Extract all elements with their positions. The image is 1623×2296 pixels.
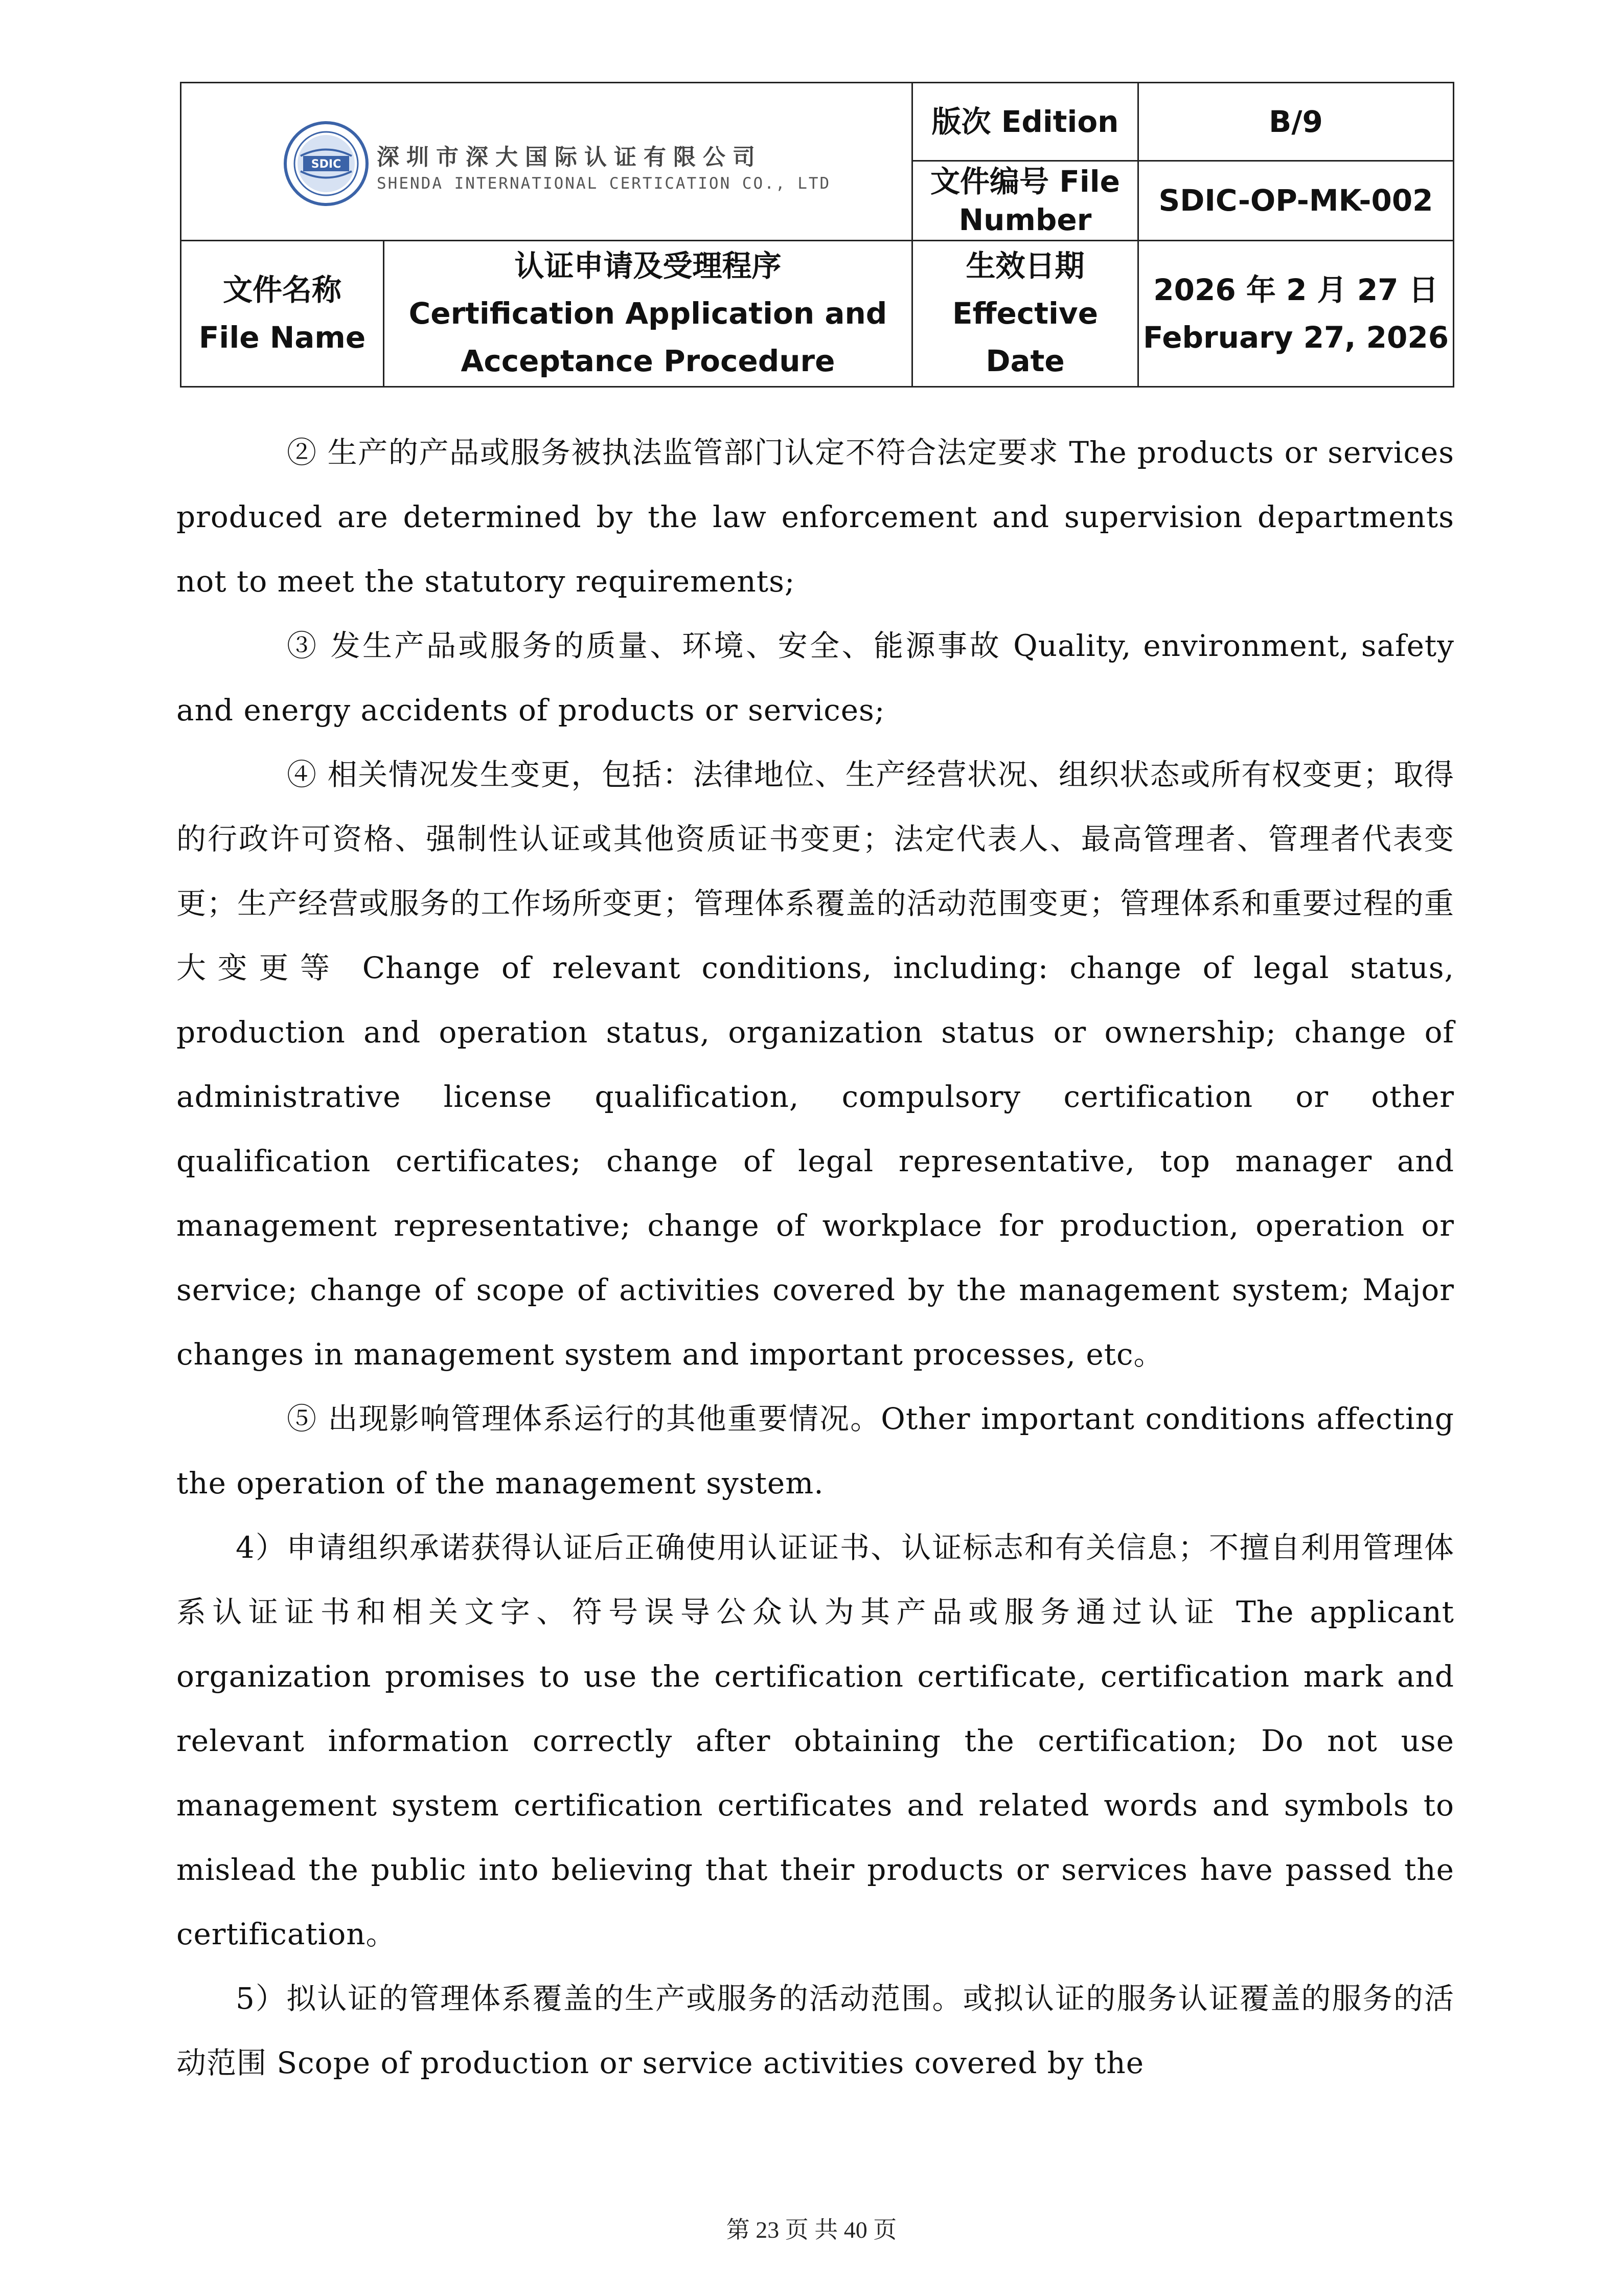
effective-date-value-cell bbox=[1139, 241, 1453, 386]
paragraph-item-3: ③ 发生产品或服务的质量、环境、安全、能源事故 Quality, environment, safety and energy accidents of products or services; bbox=[176, 628, 1454, 728]
file-number-value-cell bbox=[1139, 162, 1453, 240]
effective-date-label-line2: Effective bbox=[952, 296, 1099, 331]
edition-label: 版次 Edition bbox=[931, 104, 1119, 139]
paragraph-clause-5: 5）拟认证的管理体系覆盖的生产或服务的活动范围。或拟认证的服务认证覆盖的服务的活动范围 Scope of production or service activities covered by the bbox=[176, 1981, 1454, 2080]
paragraph-item-2: ② 生产的产品或服务被执法监管部门认定不符合法定要求 The products or services produced are determined by the law enforcement and supervision departments not to meet the statutory requirements; bbox=[176, 435, 1454, 599]
edition-label-cell bbox=[913, 83, 1137, 160]
file-name-label-line1: 文件名称 bbox=[222, 272, 341, 307]
paragraph-clause-4: 4）申请组织承诺获得认证后正确使用认证证书、认证标志和有关信息；不擅自利用管理体系认证证书和相关文字、符号误导公众认为其产品或服务通过认证 The applicant organization promises to use the certification certificate, certification mark and relevant information correctly after obtaining the certification; Do not use management system certification certificates and related words and symbols to mislead the public into believing that their products or services have passed the certification。 bbox=[176, 1530, 1454, 1951]
page-number-footer: 第 23 页 共 40 页 bbox=[726, 2217, 897, 2243]
effective-date-label-line1: 生效日期 bbox=[966, 248, 1085, 284]
document-title-en-line2: Acceptance Procedure bbox=[461, 343, 835, 378]
company-name-en: SHENDA INTERNATIONAL CERTICATION CO., LTD bbox=[377, 174, 831, 193]
effective-date-en: February 27, 2026 bbox=[1142, 320, 1449, 355]
document-header-table bbox=[180, 82, 1454, 388]
paragraph-item-5: ⑤ 出现影响管理体系运行的其他重要情况。Other important conditions affecting the operation of the management system. bbox=[176, 1401, 1454, 1501]
edition-value: B/9 bbox=[1269, 104, 1323, 139]
document-body bbox=[176, 420, 1454, 2095]
effective-date-label-line3: Date bbox=[986, 343, 1065, 378]
effective-date-label-cell bbox=[913, 241, 1137, 386]
sdic-logo-icon bbox=[283, 120, 370, 207]
file-name-label-cell bbox=[181, 241, 383, 386]
document-title-cn: 认证申请及受理程序 bbox=[514, 248, 782, 284]
file-number-label-line1: 文件编号 File bbox=[930, 164, 1120, 199]
company-logo-block bbox=[181, 83, 911, 241]
document-title-cell bbox=[384, 241, 911, 386]
edition-value-cell bbox=[1139, 83, 1453, 160]
file-number-label-line2: Number bbox=[958, 202, 1092, 237]
company-name-cn: 深圳市深大国际认证有限公司 bbox=[377, 144, 762, 170]
file-number-label-cell bbox=[913, 162, 1137, 240]
svg-text:SDIC: SDIC bbox=[311, 158, 341, 171]
file-number-value: SDIC-OP-MK-002 bbox=[1158, 183, 1433, 218]
effective-date-cn: 2026 年 2 月 27 日 bbox=[1153, 272, 1438, 307]
file-name-label-line2: File Name bbox=[198, 320, 366, 355]
paragraph-item-4: ④ 相关情况发生变更，包括：法律地位、生产经营状况、组织状态或所有权变更；取得的行政许可资格、强制性认证或其他资质证书变更；法定代表人、最高管理者、管理者代表变更；生产经营或服务的工作场所变更；管理体系覆盖的活动范围变更；管理体系和重要过程的重大变更等 Change of relevant conditions, including: change of legal status, production and operation status, organization status or ownership; change of administrative license qualification, compulsory certification or other qualification certificates; change of legal representative, top manager and management representative; change of workplace for production, operation or service; change of scope of activities covered by the management system; Major changes in management system and important processes, etc。 bbox=[176, 757, 1454, 1372]
document-title-en-line1: Certification Application and bbox=[408, 296, 887, 331]
